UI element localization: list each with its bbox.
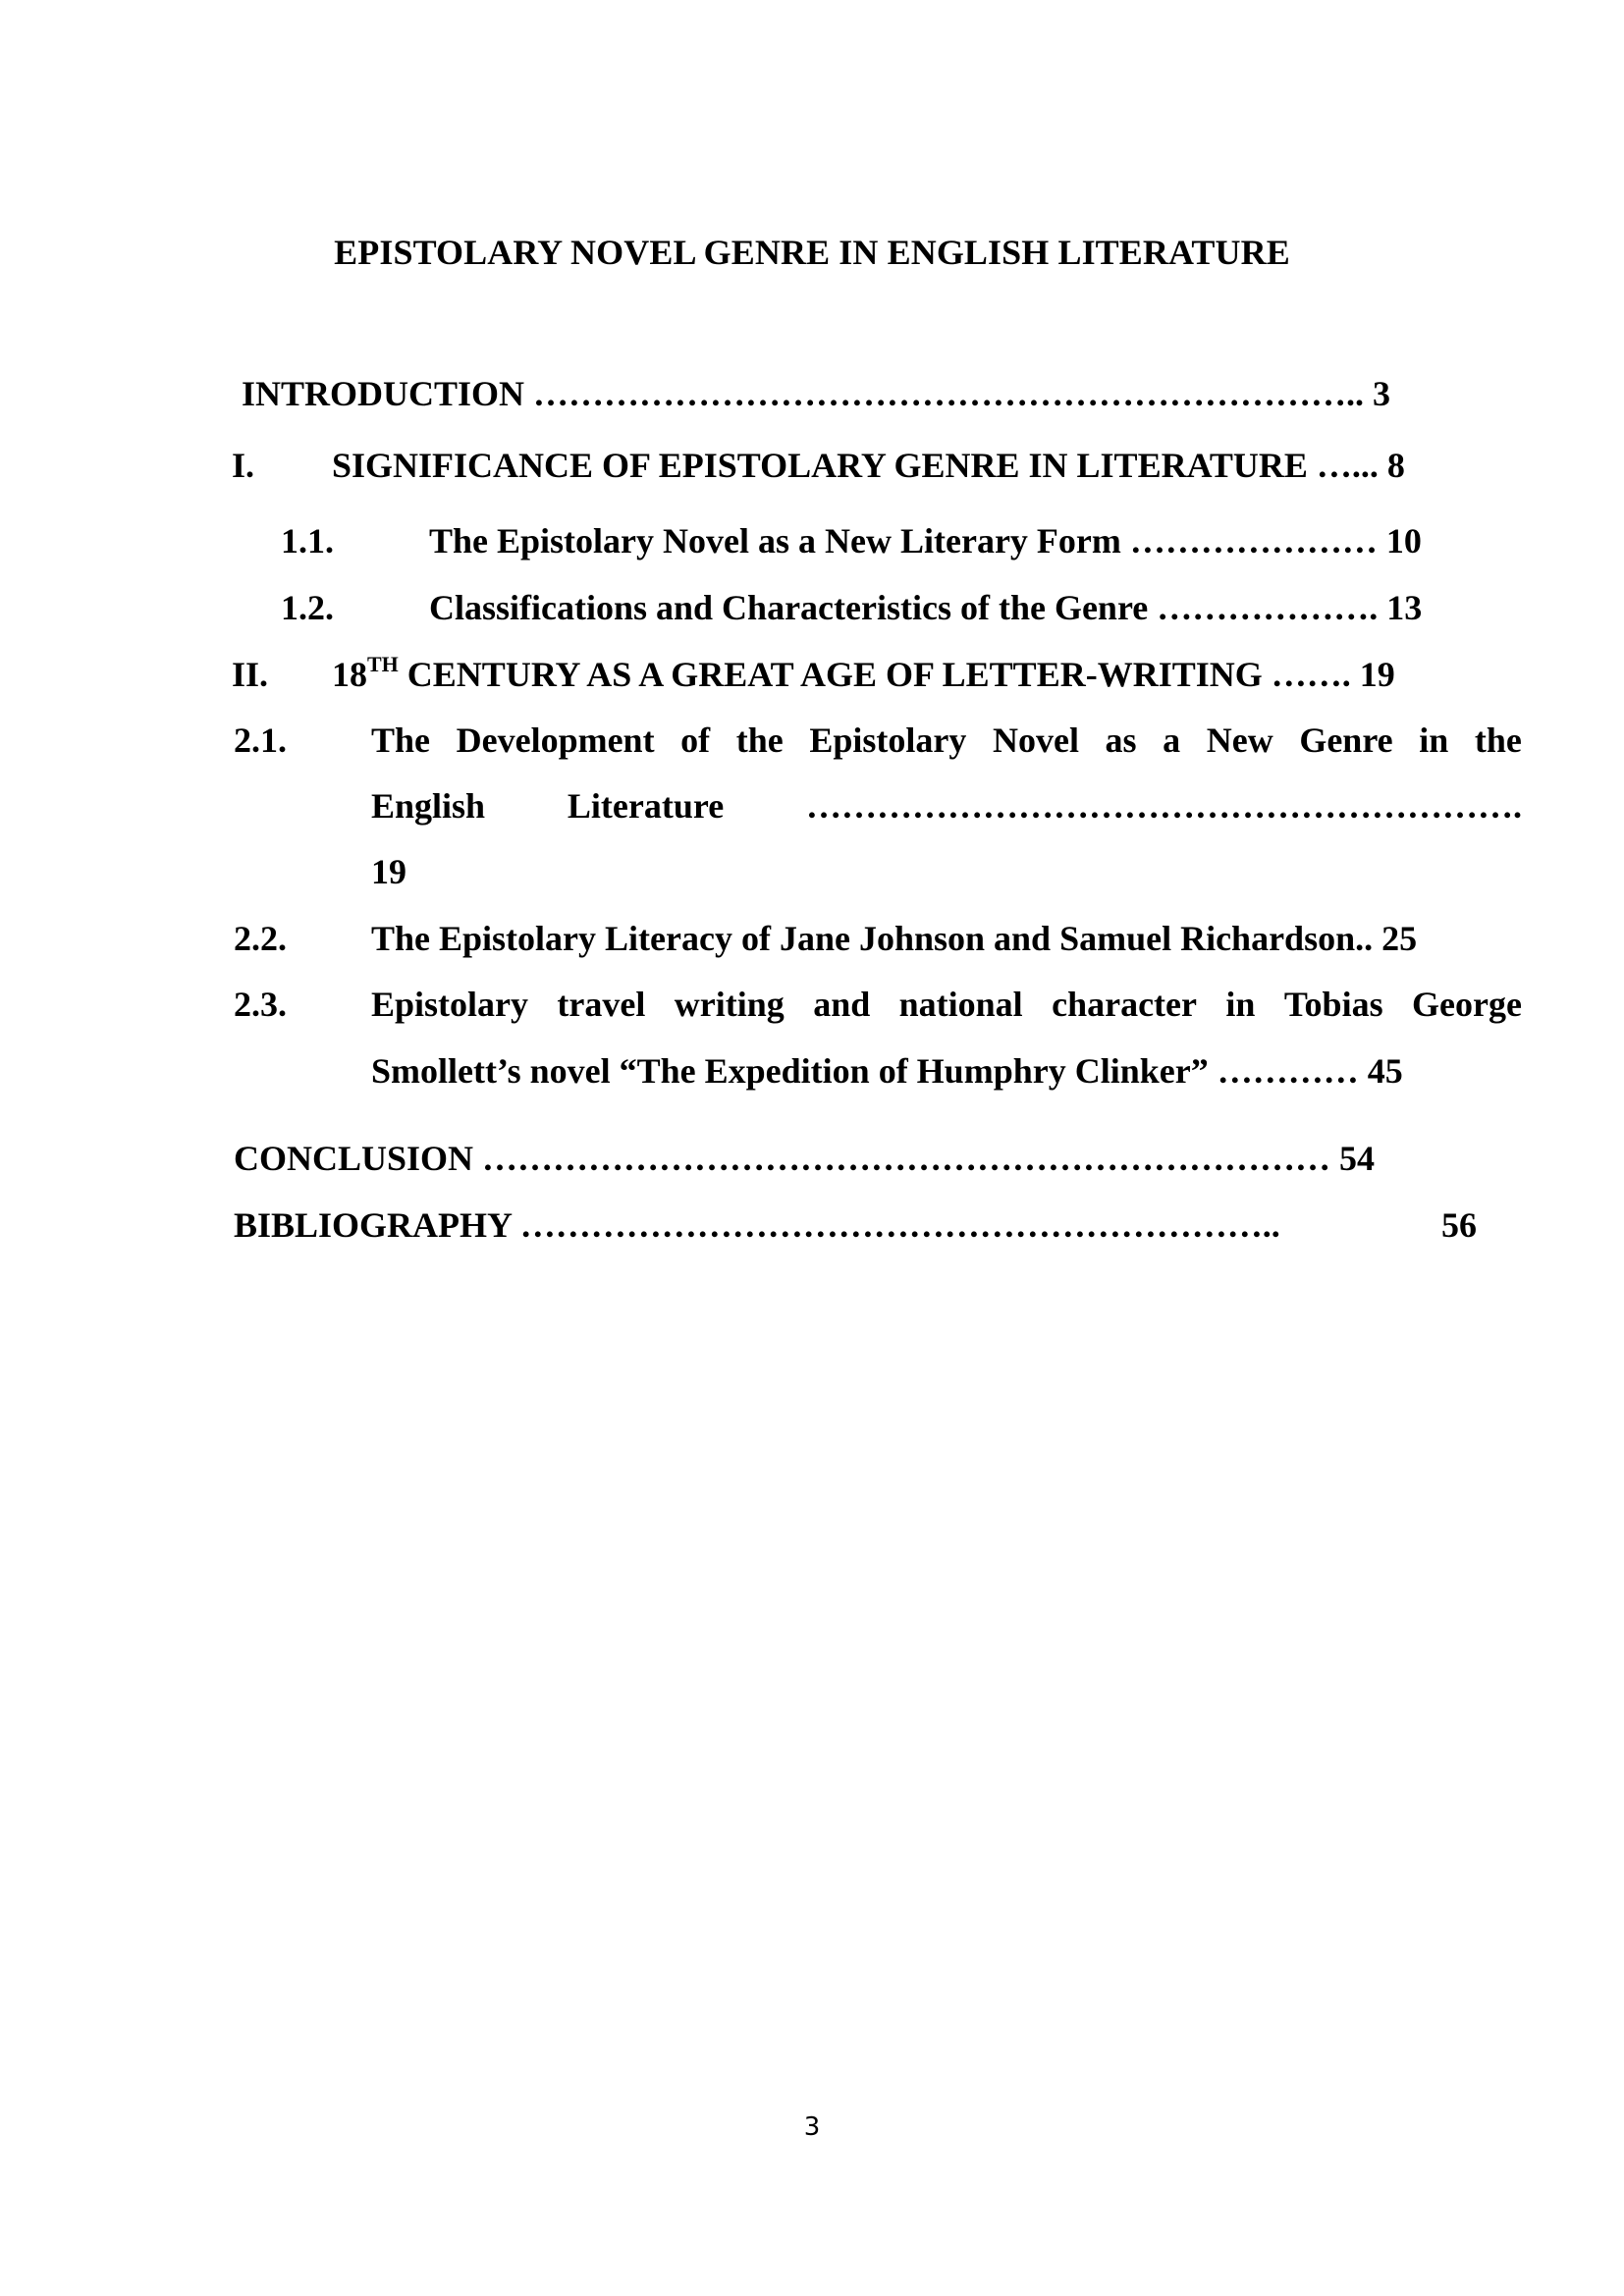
word: Novel	[992, 721, 1079, 760]
toc-section-development-line2	[371, 786, 1522, 826]
word: the	[735, 721, 784, 760]
toc-section-18th-century	[332, 652, 1395, 694]
word: writing	[674, 985, 785, 1024]
word: in	[1225, 985, 1256, 1024]
toc-section-travel-writing-line2: Smollett’s novel “The Expedition of Humphry Clinker” ………… 45	[371, 1051, 1403, 1091]
toc-section-development-line1	[371, 721, 1522, 760]
word: Development	[456, 721, 655, 760]
word: The	[371, 721, 431, 760]
toc-introduction: INTRODUCTION …………………………………………………………….. 3	[242, 374, 1391, 413]
toc-section-number: II.	[232, 655, 269, 694]
toc-section-significance: SIGNIFICANCE OF EPISTOLARY GENRE IN LITERATURE …... 8	[332, 446, 1405, 485]
toc-section-number: 2.3.	[234, 985, 287, 1024]
word: the	[1474, 721, 1522, 760]
toc-section-number: 1.2.	[281, 588, 334, 627]
word: of	[680, 721, 711, 760]
word: Literature	[567, 786, 725, 826]
word: Epistolary	[371, 985, 529, 1024]
toc-section-number: I.	[232, 446, 255, 485]
toc-section-travel-writing-line1	[371, 985, 1522, 1024]
word: New	[1206, 721, 1273, 760]
word: English	[371, 786, 486, 826]
toc-conclusion: CONCLUSION ……………………………………………………………… 54	[234, 1139, 1376, 1178]
page-number: 3	[803, 2112, 821, 2142]
word: and	[813, 985, 871, 1024]
toc-section-classifications: Classifications and Characteristics of the Genre ………………. 13	[429, 588, 1423, 627]
toc-bibliography: BIBLIOGRAPHY ………………………………………………………..	[234, 1205, 1280, 1245]
toc-page-reference: 19	[371, 852, 406, 891]
toc-bibliography-page: 56	[1441, 1205, 1477, 1245]
toc-section-jane-johnson: The Epistolary Literacy of Jane Johnson and Samuel Richardson.. 25	[371, 919, 1418, 958]
word: Genre	[1299, 721, 1393, 760]
toc-section-new-literary-form: The Epistolary Novel as a New Literary Form ………………… 10	[429, 521, 1422, 561]
leader-dots: …………………………………………………….	[805, 786, 1522, 826]
word: a	[1163, 721, 1181, 760]
toc-section-number: 1.1.	[281, 521, 334, 561]
page-title: EPISTOLARY NOVEL GENRE IN ENGLISH LITERATURE	[334, 233, 1290, 272]
century-text: CENTURY AS A GREAT AGE OF LETTER-WRITING ……. 19	[398, 655, 1395, 694]
word: George	[1412, 985, 1522, 1024]
word: in	[1419, 721, 1449, 760]
word: as	[1105, 721, 1137, 760]
word: Epistolary	[809, 721, 967, 760]
century-number: 18	[332, 655, 367, 694]
toc-section-number: 2.1.	[234, 721, 287, 760]
word: travel	[557, 985, 646, 1024]
word: Tobias	[1283, 985, 1383, 1024]
word: character	[1052, 985, 1197, 1024]
century-superscript: TH	[367, 652, 399, 676]
toc-section-number: 2.2.	[234, 919, 287, 958]
word: national	[898, 985, 1023, 1024]
